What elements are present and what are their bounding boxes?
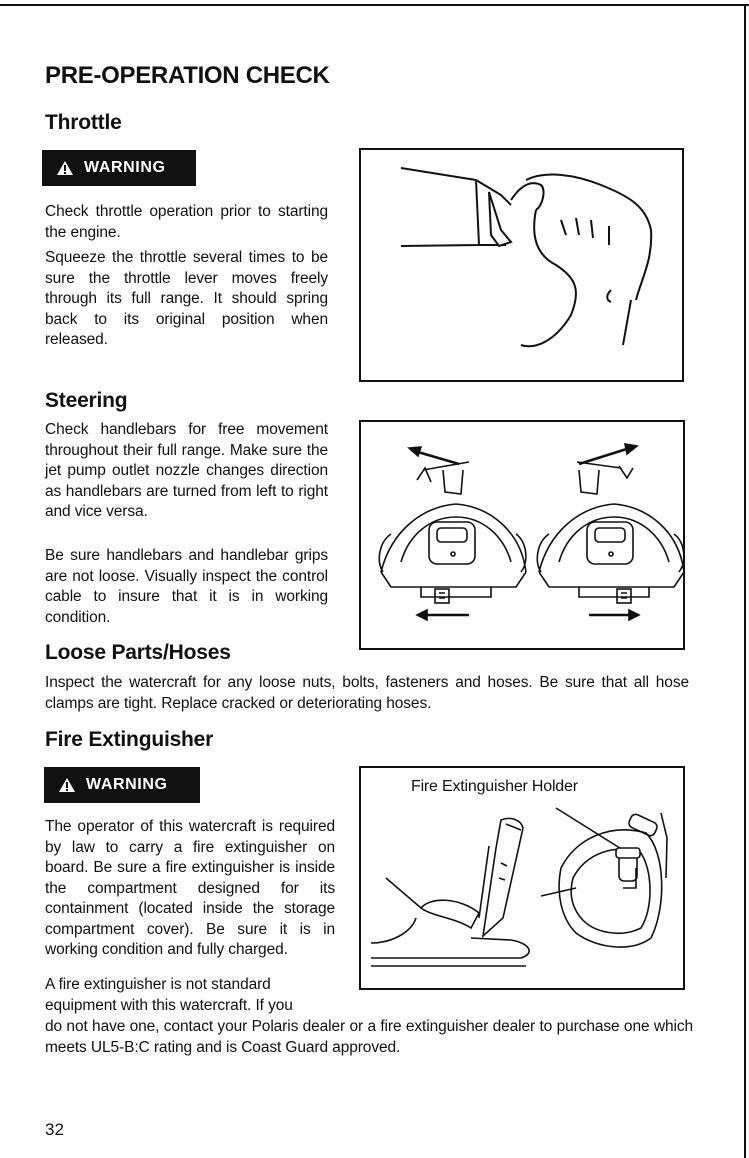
page-border-right — [744, 4, 746, 1158]
loose-parts-paragraph: Inspect the watercraft for any loose nuts, bolts, fasteners and hoses. Be sure that all hose clamps are tight. Replace cracked or deteriorating hoses. — [45, 674, 689, 712]
fire-extinguisher-paragraph-2-rest: do not have one, contact your Polaris dealer or a fire extinguisher dealer to purchase one which meets UL5-B:C rating and is Coast Guard approved. — [45, 1018, 693, 1056]
throttle-heading: Throttle — [45, 111, 122, 134]
warning-triangle-icon — [58, 777, 76, 793]
fire-extinguisher-paragraph-2-line-2: equipment with this watercraft. If you — [45, 997, 293, 1014]
steering-heading: Steering — [45, 389, 128, 412]
throttle-warning-banner — [42, 150, 196, 186]
throttle-paragraph-1: Check throttle operation prior to starting the engine. — [45, 203, 328, 241]
throttle-paragraph-2: Squeeze the throttle several times to be sure the throttle lever moves freely through its full range. It should spring back to its original position when released. — [45, 249, 328, 348]
fire-extinguisher-holder-illustration — [361, 768, 683, 988]
fire-extinguisher-figure — [359, 766, 685, 990]
fire-extinguisher-paragraph-1: The operator of this watercraft is required by law to carry a fire extinguisher on board. Be sure a fire extinguisher is inside the compartment designed for its containment (located inside the storage compartment cover). Be sure it is in working condition and fully charged. — [45, 818, 335, 958]
steering-illustration — [361, 422, 683, 648]
fire-extinguisher-heading: Fire Extinguisher — [45, 728, 214, 751]
fire-extinguisher-warning-banner — [44, 767, 200, 803]
steering-paragraph-1: Check handlebars for free movement throughout their full range. Make sure the jet pump outlet nozzle changes direction as handlebars are turned from left to right and vice versa. — [45, 421, 328, 520]
steering-figure — [359, 420, 685, 650]
page-title: PRE-OPERATION CHECK — [45, 62, 330, 89]
figure-caption: Fire Extinguisher Holder — [411, 778, 578, 795]
warning-label: WARNING — [84, 159, 166, 176]
warning-triangle-icon — [56, 160, 74, 176]
page-number: 32 — [45, 1120, 64, 1139]
page-border-top — [0, 4, 749, 6]
loose-parts-heading: Loose Parts/Hoses — [45, 641, 231, 664]
warning-label: WARNING — [86, 776, 168, 793]
throttle-hand-illustration — [361, 150, 682, 380]
steering-paragraph-2: Be sure handlebars and handlebar grips are not loose. Visually inspect the control cable to insure that it is in working condition. — [45, 547, 328, 626]
fire-extinguisher-paragraph-2-line-1: A fire extinguisher is not standard — [45, 976, 271, 993]
throttle-figure — [359, 148, 684, 382]
